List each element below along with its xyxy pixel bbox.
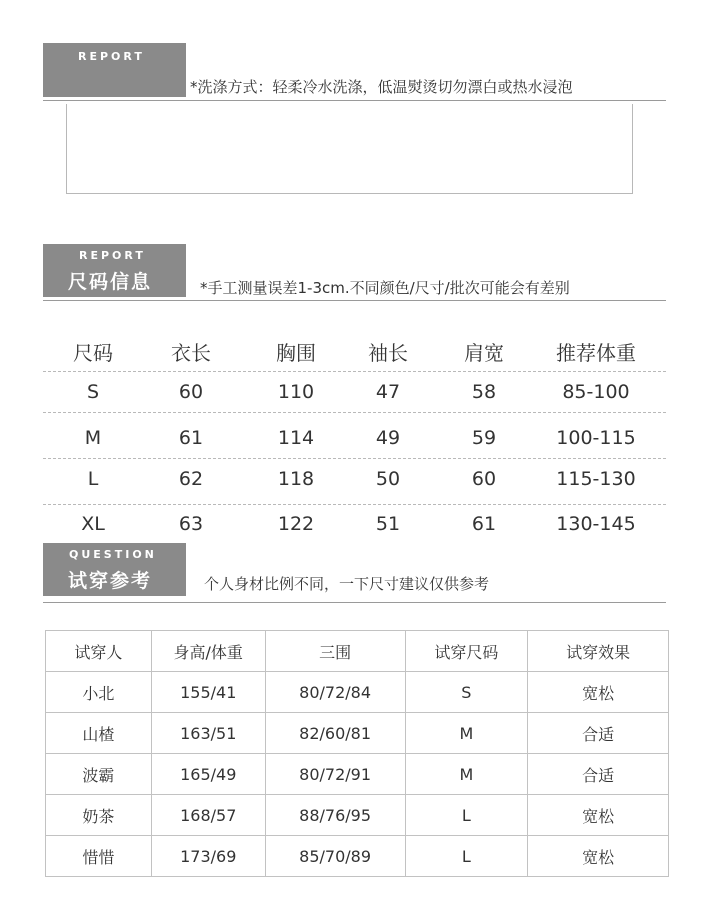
tryon-cell: 小北 [46, 672, 152, 713]
tryon-cell: 宽松 [528, 836, 669, 877]
tryon-cell: 163/51 [151, 713, 265, 754]
size-note: *手工测量误差1-3cm.不同颜色/尺寸/批次可能会有差别 [200, 279, 570, 297]
size-cell: 61 [178, 427, 204, 449]
tryon-col-header: 试穿尺码 [405, 631, 528, 672]
tryon-cell: 合适 [528, 713, 669, 754]
size-col-header: 衣长 [171, 341, 211, 365]
size-cell: 49 [375, 427, 401, 449]
tryon-title: 试穿参考 [68, 570, 153, 592]
table-row [46, 672, 669, 713]
tryon-table [45, 630, 669, 877]
size-cell: 100-115 [556, 427, 636, 449]
size-cell: 58 [471, 381, 497, 403]
table-row [46, 836, 669, 877]
table-row [46, 713, 669, 754]
size-title: 尺码信息 [68, 271, 153, 293]
tryon-col-header: 三围 [265, 631, 405, 672]
tryon-tag [43, 543, 186, 596]
size-cell: 63 [178, 513, 204, 535]
table-row [46, 754, 669, 795]
size-row-separator [43, 371, 666, 372]
tryon-cell: 惜惜 [46, 836, 152, 877]
size-cell: 114 [277, 427, 315, 449]
size-col-header: 肩宽 [464, 341, 504, 365]
tryon-header-row [46, 631, 669, 672]
size-tag [43, 244, 186, 297]
tryon-cell: 155/41 [151, 672, 265, 713]
tryon-cell: L [405, 795, 528, 836]
tryon-cell: 168/57 [151, 795, 265, 836]
tryon-col-header: 身高/体重 [151, 631, 265, 672]
wash-divider [43, 100, 666, 101]
size-cell: L [87, 468, 99, 490]
tryon-cell: 奶茶 [46, 795, 152, 836]
size-cell: 51 [375, 513, 401, 535]
size-cell: XL [81, 513, 105, 535]
size-cell: 50 [375, 468, 401, 490]
tryon-cell: 合适 [528, 754, 669, 795]
size-cell: 85-100 [562, 381, 630, 403]
tryon-cell: 80/72/84 [265, 672, 405, 713]
size-cell: S [86, 381, 100, 403]
wash-tag [43, 43, 186, 97]
size-cell: 118 [277, 468, 315, 490]
tryon-cell: 宽松 [528, 672, 669, 713]
tryon-cell: 波霸 [46, 754, 152, 795]
tryon-cell: 宽松 [528, 795, 669, 836]
tryon-divider [43, 602, 666, 603]
tryon-col-header: 试穿人 [46, 631, 152, 672]
size-cell: 61 [471, 513, 497, 535]
size-row-separator [43, 412, 666, 413]
size-cell: 47 [375, 381, 401, 403]
size-divider [43, 300, 666, 301]
size-row-separator [43, 504, 666, 505]
size-row-separator [43, 458, 666, 459]
size-cell: 110 [277, 381, 315, 403]
size-cell: 62 [178, 468, 204, 490]
tryon-cell: 82/60/81 [265, 713, 405, 754]
wash-note: *洗涤方式：轻柔冷水洗涤，低温熨烫切勿漂白或热水浸泡 [190, 78, 573, 96]
size-cell: 122 [277, 513, 315, 535]
size-cell: 60 [471, 468, 497, 490]
tryon-cell: 85/70/89 [265, 836, 405, 877]
tryon-cell: M [405, 713, 528, 754]
tryon-cell: S [405, 672, 528, 713]
size-col-header: 推荐体重 [556, 341, 636, 365]
tryon-eyebrow: QUESTION [69, 548, 157, 561]
tryon-cell: 88/76/95 [265, 795, 405, 836]
tryon-cell: 山楂 [46, 713, 152, 754]
wash-eyebrow: REPORT [78, 50, 145, 63]
tryon-col-header: 试穿效果 [528, 631, 669, 672]
tryon-note: 个人身材比例不同，一下尺寸建议仅供参考 [204, 575, 490, 593]
size-cell: M [84, 427, 102, 449]
tryon-cell: 173/69 [151, 836, 265, 877]
size-cell: 59 [471, 427, 497, 449]
tryon-cell: L [405, 836, 528, 877]
tryon-cell: 80/72/91 [265, 754, 405, 795]
size-col-header: 袖长 [368, 341, 408, 365]
size-col-header: 胸围 [276, 341, 316, 365]
table-row [46, 795, 669, 836]
tryon-cell: M [405, 754, 528, 795]
wash-image-frame [66, 104, 633, 194]
tryon-cell: 165/49 [151, 754, 265, 795]
size-col-header: 尺码 [73, 341, 113, 365]
size-cell: 60 [178, 381, 204, 403]
size-eyebrow: REPORT [79, 249, 146, 262]
size-cell: 130-145 [556, 513, 636, 535]
size-cell: 115-130 [556, 468, 636, 490]
